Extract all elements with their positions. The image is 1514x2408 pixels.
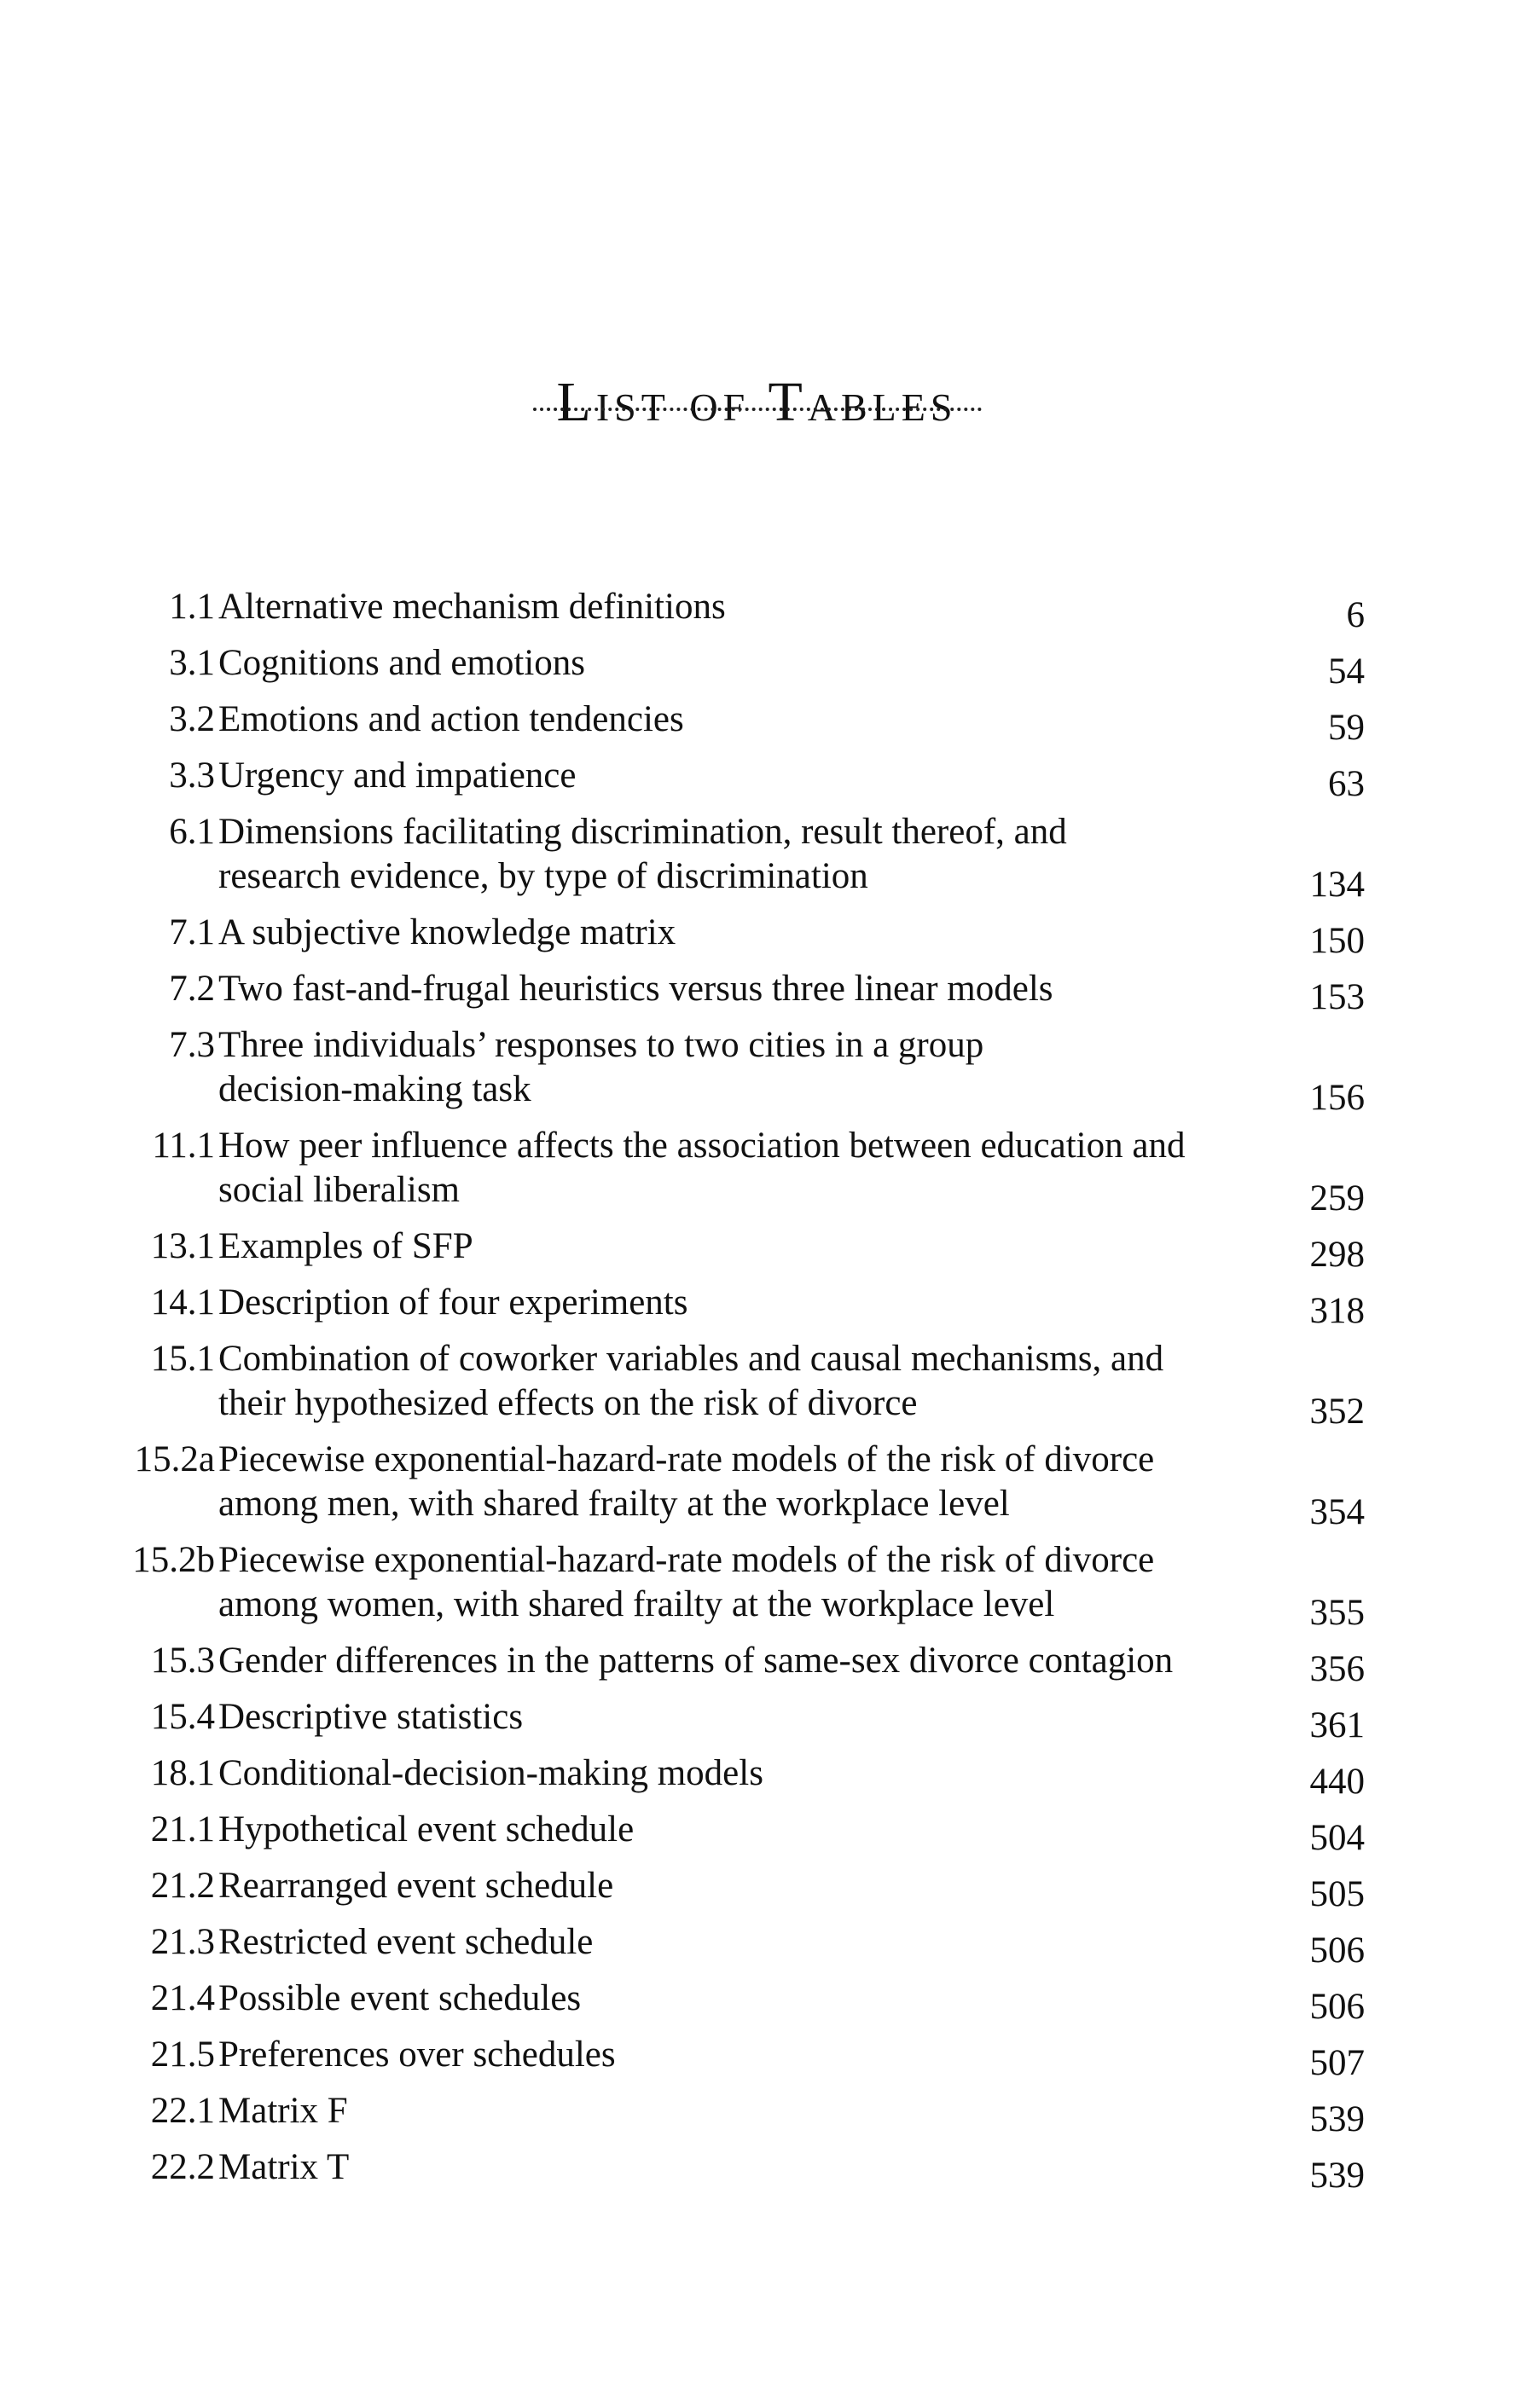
list-item[interactable] bbox=[0, 698, 1514, 754]
page-number: 153 bbox=[1309, 977, 1365, 1017]
table-title-line: social liberalism bbox=[218, 1170, 461, 1210]
table-title-line: among women, with shared frailty at the workplace level bbox=[218, 1584, 1055, 1624]
list-item[interactable] bbox=[0, 1023, 1514, 1124]
table-title bbox=[218, 2033, 1259, 2077]
list-item[interactable] bbox=[0, 1538, 1514, 1639]
table-title bbox=[218, 1639, 1259, 1683]
table-title-line: Combination of coworker variables and causal mechanisms, and bbox=[218, 1339, 1164, 1379]
page-number: 298 bbox=[1309, 1235, 1365, 1275]
table-title bbox=[218, 2145, 1259, 2190]
table-number: 21.2 bbox=[150, 1866, 215, 1906]
table-number: 21.1 bbox=[150, 1809, 215, 1849]
page-number: 361 bbox=[1309, 1705, 1365, 1745]
list-item[interactable] bbox=[0, 1920, 1514, 1977]
list-item[interactable] bbox=[0, 585, 1514, 641]
table-title-line: Rearranged event schedule bbox=[218, 1866, 614, 1906]
table-number: 14.1 bbox=[150, 1282, 215, 1323]
list-item[interactable] bbox=[0, 1438, 1514, 1538]
table-number: 15.2b bbox=[132, 1540, 215, 1580]
page-number: 352 bbox=[1309, 1392, 1365, 1432]
table-number: 18.1 bbox=[150, 1753, 215, 1793]
page-number: 54 bbox=[1328, 651, 1365, 692]
table-number: 3.2 bbox=[169, 699, 215, 739]
table-number: 1.1 bbox=[169, 587, 215, 627]
table-number: 15.1 bbox=[150, 1339, 215, 1379]
page-number: 134 bbox=[1309, 865, 1365, 905]
table-title bbox=[218, 1920, 1259, 1965]
table-title bbox=[218, 1864, 1259, 1908]
table-list bbox=[0, 585, 1514, 2202]
list-item[interactable] bbox=[0, 1695, 1514, 1751]
table-title bbox=[218, 1438, 1259, 1526]
table-title bbox=[218, 754, 1259, 798]
list-item[interactable] bbox=[0, 1639, 1514, 1695]
list-item[interactable] bbox=[0, 1337, 1514, 1438]
page-number: 539 bbox=[1309, 2156, 1365, 2196]
table-number: 6.1 bbox=[169, 812, 215, 852]
page-number: 156 bbox=[1309, 1078, 1365, 1118]
table-title-line: Piecewise exponential-hazard-rate models of the risk of divorce bbox=[218, 1540, 1155, 1580]
list-item[interactable] bbox=[0, 1864, 1514, 1920]
table-title bbox=[218, 1337, 1259, 1426]
table-title-line: Possible event schedules bbox=[218, 1978, 582, 2018]
table-title-line: Dimensions facilitating discrimination, result thereof, and bbox=[218, 812, 1067, 852]
table-title-line: decision-making task bbox=[218, 1069, 531, 1109]
table-title-line: Description of four experiments bbox=[218, 1282, 688, 1323]
table-title bbox=[218, 1023, 1259, 1112]
table-title-line: Piecewise exponential-hazard-rate models of the risk of divorce bbox=[218, 1439, 1155, 1479]
table-title-line: Conditional-decision-making models bbox=[218, 1753, 763, 1793]
list-item[interactable] bbox=[0, 810, 1514, 911]
table-title-line: Preferences over schedules bbox=[218, 2035, 616, 2075]
table-title-line: Gender differences in the patterns of same-sex divorce contagion bbox=[218, 1641, 1174, 1681]
page-number: 63 bbox=[1328, 764, 1365, 804]
table-number: 7.2 bbox=[169, 969, 215, 1009]
page-number: 440 bbox=[1309, 1762, 1365, 1802]
list-item[interactable] bbox=[0, 911, 1514, 967]
table-title-line: A subjective knowledge matrix bbox=[218, 912, 676, 952]
table-title-line: Matrix F bbox=[218, 2091, 348, 2131]
table-number: 22.2 bbox=[150, 2147, 215, 2187]
table-title-line: among men, with shared frailty at the workplace level bbox=[218, 1484, 1010, 1524]
table-title-line: Two fast-and-frugal heuristics versus three linear models bbox=[218, 969, 1053, 1009]
table-title-line: their hypothesized effects on the risk of divorce bbox=[218, 1383, 918, 1423]
table-title-line: Urgency and impatience bbox=[218, 755, 577, 796]
table-title-line: research evidence, by type of discrimination bbox=[218, 856, 868, 896]
table-number: 21.3 bbox=[150, 1922, 215, 1962]
list-item[interactable] bbox=[0, 2033, 1514, 2089]
table-number: 22.1 bbox=[150, 2091, 215, 2131]
table-number: 13.1 bbox=[150, 1226, 215, 1266]
page-number: 6 bbox=[1346, 595, 1365, 635]
page-number: 507 bbox=[1309, 2043, 1365, 2083]
table-title bbox=[218, 641, 1259, 686]
table-title bbox=[218, 1281, 1259, 1325]
list-item[interactable] bbox=[0, 1977, 1514, 2033]
list-item[interactable] bbox=[0, 2145, 1514, 2202]
table-title bbox=[218, 698, 1259, 742]
table-title bbox=[218, 585, 1259, 629]
table-number: 3.1 bbox=[169, 643, 215, 683]
page-number: 259 bbox=[1309, 1178, 1365, 1218]
table-title-line: Cognitions and emotions bbox=[218, 643, 585, 683]
table-title bbox=[218, 810, 1259, 899]
table-number: 11.1 bbox=[152, 1126, 215, 1166]
list-item[interactable] bbox=[0, 1124, 1514, 1224]
table-title-line: Examples of SFP bbox=[218, 1226, 473, 1266]
table-title bbox=[218, 1224, 1259, 1269]
table-title-line: Hypothetical event schedule bbox=[218, 1809, 635, 1849]
table-number: 15.3 bbox=[150, 1641, 215, 1681]
list-item[interactable] bbox=[0, 641, 1514, 698]
table-title bbox=[218, 1124, 1259, 1213]
table-number: 7.1 bbox=[169, 912, 215, 952]
list-item[interactable] bbox=[0, 1751, 1514, 1808]
table-title bbox=[218, 1977, 1259, 2021]
table-title bbox=[218, 1751, 1259, 1796]
page-number: 506 bbox=[1309, 1987, 1365, 2027]
table-number: 3.3 bbox=[169, 755, 215, 796]
page-number: 356 bbox=[1309, 1649, 1365, 1689]
table-number: 21.5 bbox=[150, 2035, 215, 2075]
page-number: 505 bbox=[1309, 1874, 1365, 1914]
page-number: 504 bbox=[1309, 1818, 1365, 1858]
table-number: 15.4 bbox=[150, 1697, 215, 1737]
table-number: 15.2a bbox=[134, 1439, 215, 1479]
page-number: 150 bbox=[1309, 921, 1365, 961]
table-title-line: How peer influence affects the association between education and bbox=[218, 1126, 1186, 1166]
table-title bbox=[218, 1538, 1259, 1627]
list-item[interactable] bbox=[0, 1808, 1514, 1864]
table-title-line: Matrix T bbox=[218, 2147, 350, 2187]
table-title-line: Descriptive statistics bbox=[218, 1697, 524, 1737]
title-dotted-rule bbox=[533, 408, 982, 411]
table-number: 21.4 bbox=[150, 1978, 215, 2018]
table-number: 7.3 bbox=[169, 1025, 215, 1065]
table-title bbox=[218, 967, 1259, 1011]
table-title bbox=[218, 1695, 1259, 1739]
list-item[interactable] bbox=[0, 2089, 1514, 2145]
table-title-line: Emotions and action tendencies bbox=[218, 699, 684, 739]
list-item[interactable] bbox=[0, 754, 1514, 810]
list-item[interactable] bbox=[0, 1224, 1514, 1281]
page-title: List of Tables bbox=[556, 371, 958, 434]
page-number: 355 bbox=[1309, 1593, 1365, 1633]
table-title bbox=[218, 911, 1259, 955]
list-item[interactable] bbox=[0, 1281, 1514, 1337]
table-title-line: Restricted event schedule bbox=[218, 1922, 594, 1962]
table-title-line: Three individuals’ responses to two cities in a group bbox=[218, 1025, 984, 1065]
table-title bbox=[218, 2089, 1259, 2133]
page-number: 59 bbox=[1328, 708, 1365, 748]
page-number: 539 bbox=[1309, 2099, 1365, 2139]
page-number: 506 bbox=[1309, 1930, 1365, 1971]
page-number: 354 bbox=[1309, 1492, 1365, 1532]
table-title bbox=[218, 1808, 1259, 1852]
table-title-line: Alternative mechanism definitions bbox=[218, 587, 726, 627]
list-item[interactable] bbox=[0, 967, 1514, 1023]
page-number: 318 bbox=[1309, 1291, 1365, 1331]
